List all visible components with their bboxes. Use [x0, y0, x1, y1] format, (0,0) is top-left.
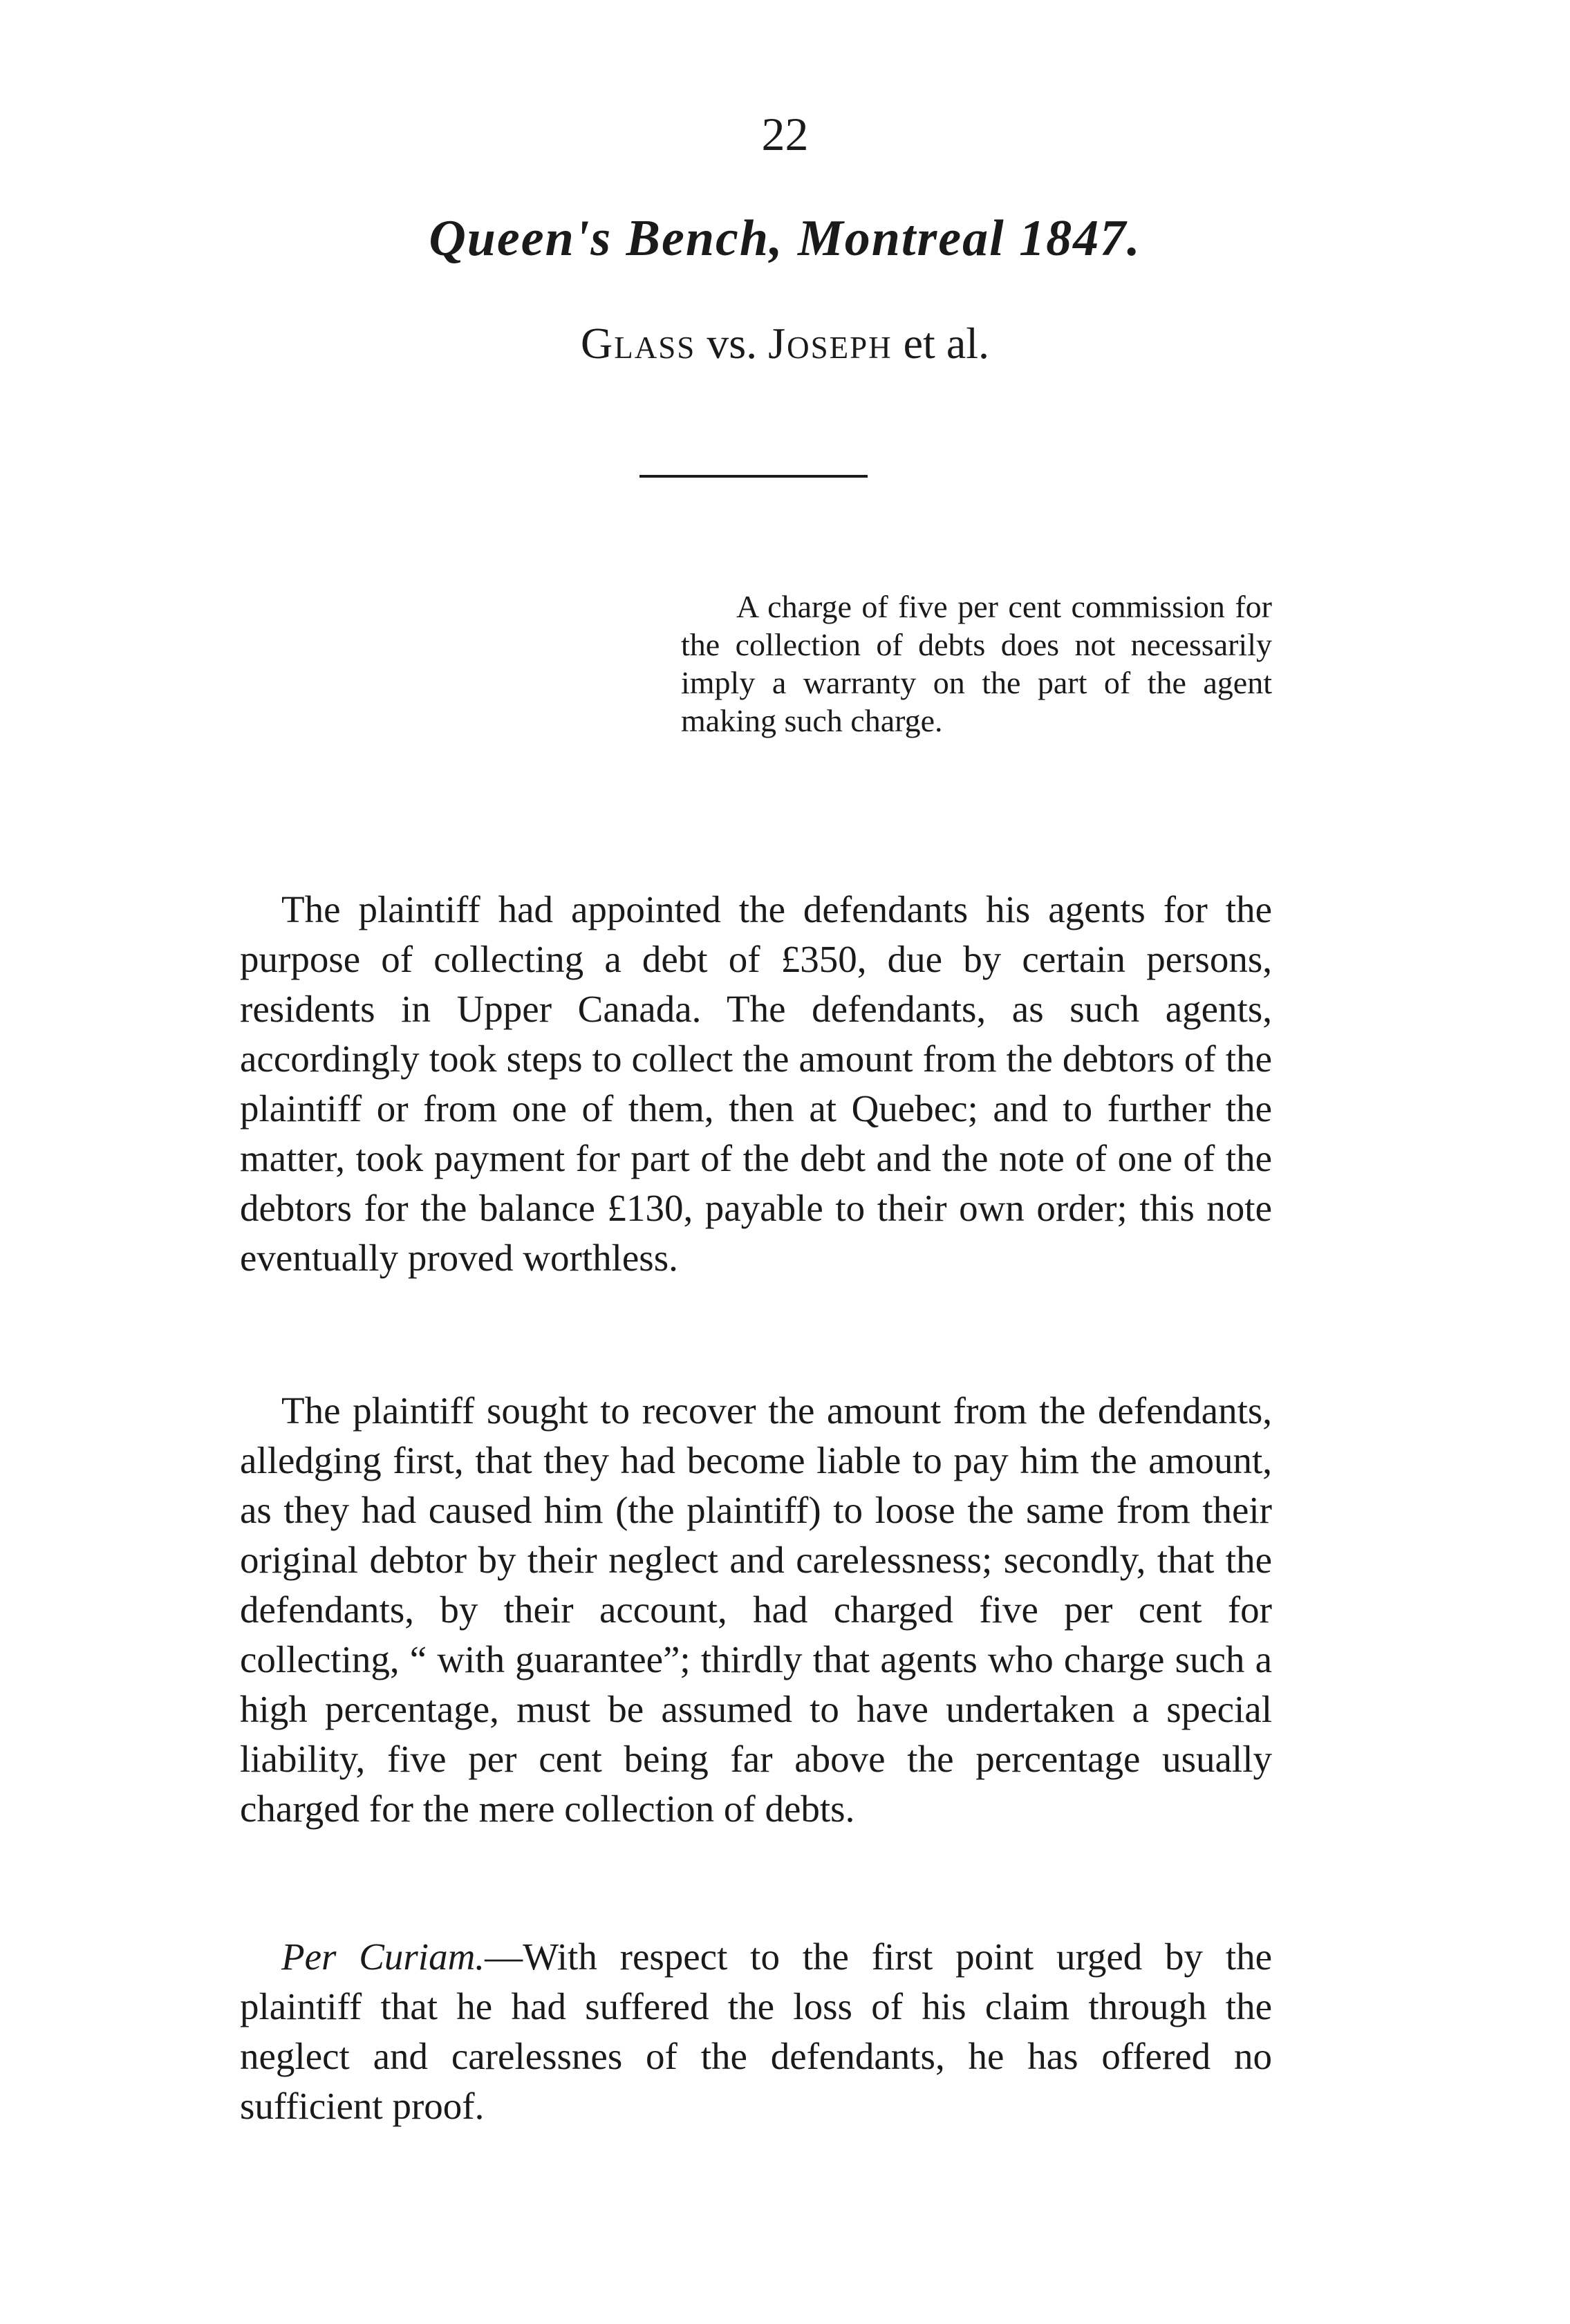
paragraph-claims: The plaintiff sought to recover the amount from the defendants, alledging first, that they had become liable to pay him the amount, as they had caused him (the plaintiff) to loose the same from their original debtor by their neglect and carelessness; secondly, that the defendants, by their account, had charged five per cent for collecting, “ with guarantee”; thirdly that agents who charge such a high percentage, must be assumed to have undertaken a special liability, five per cent being far above the percentage usually charged for the mere collection of debts.: [240, 1389, 1272, 1830]
versus-label: vs.: [707, 319, 758, 368]
defendant-name: Joseph: [768, 319, 893, 368]
et-al-label: et al.: [903, 319, 989, 368]
court-heading: Queen's Bench, Montreal 1847.: [429, 210, 1141, 267]
plaintiff-name: Glass: [581, 319, 696, 368]
page-number: 22: [761, 108, 809, 160]
section-divider: [639, 475, 868, 478]
case-title: [0, 321, 1570, 366]
headnote: A charge of five per cent commission for the collection of debts does not necessarily imply a warranty on the part of the agent making such charge.: [681, 589, 1272, 738]
paragraph-facts: The plaintiff had appointed the defendants his agents for the purpose of collecting a debt of £350, due by certain persons, residents in Upper Canada. The defendants, as such agents, accordingly took steps to collect the amount from the debtors of the plaintiff or from one of them, then at Quebec; and to further the matter, took payment for part of the debt and the note of one of the debtors for the balance £130, payable to their own order; this note eventually proved worthless.: [240, 888, 1272, 1279]
per-curiam-label: Per Curiam.: [281, 1936, 485, 1978]
paragraph-per-curiam: [240, 1932, 1272, 2131]
per-curiam-text: —With respect to the first point urged by the plaintiff that he had suffered the loss of his claim through the neglect and carelessnes of the defendants, he has offered no sufficient proof.: [240, 1936, 1273, 2127]
